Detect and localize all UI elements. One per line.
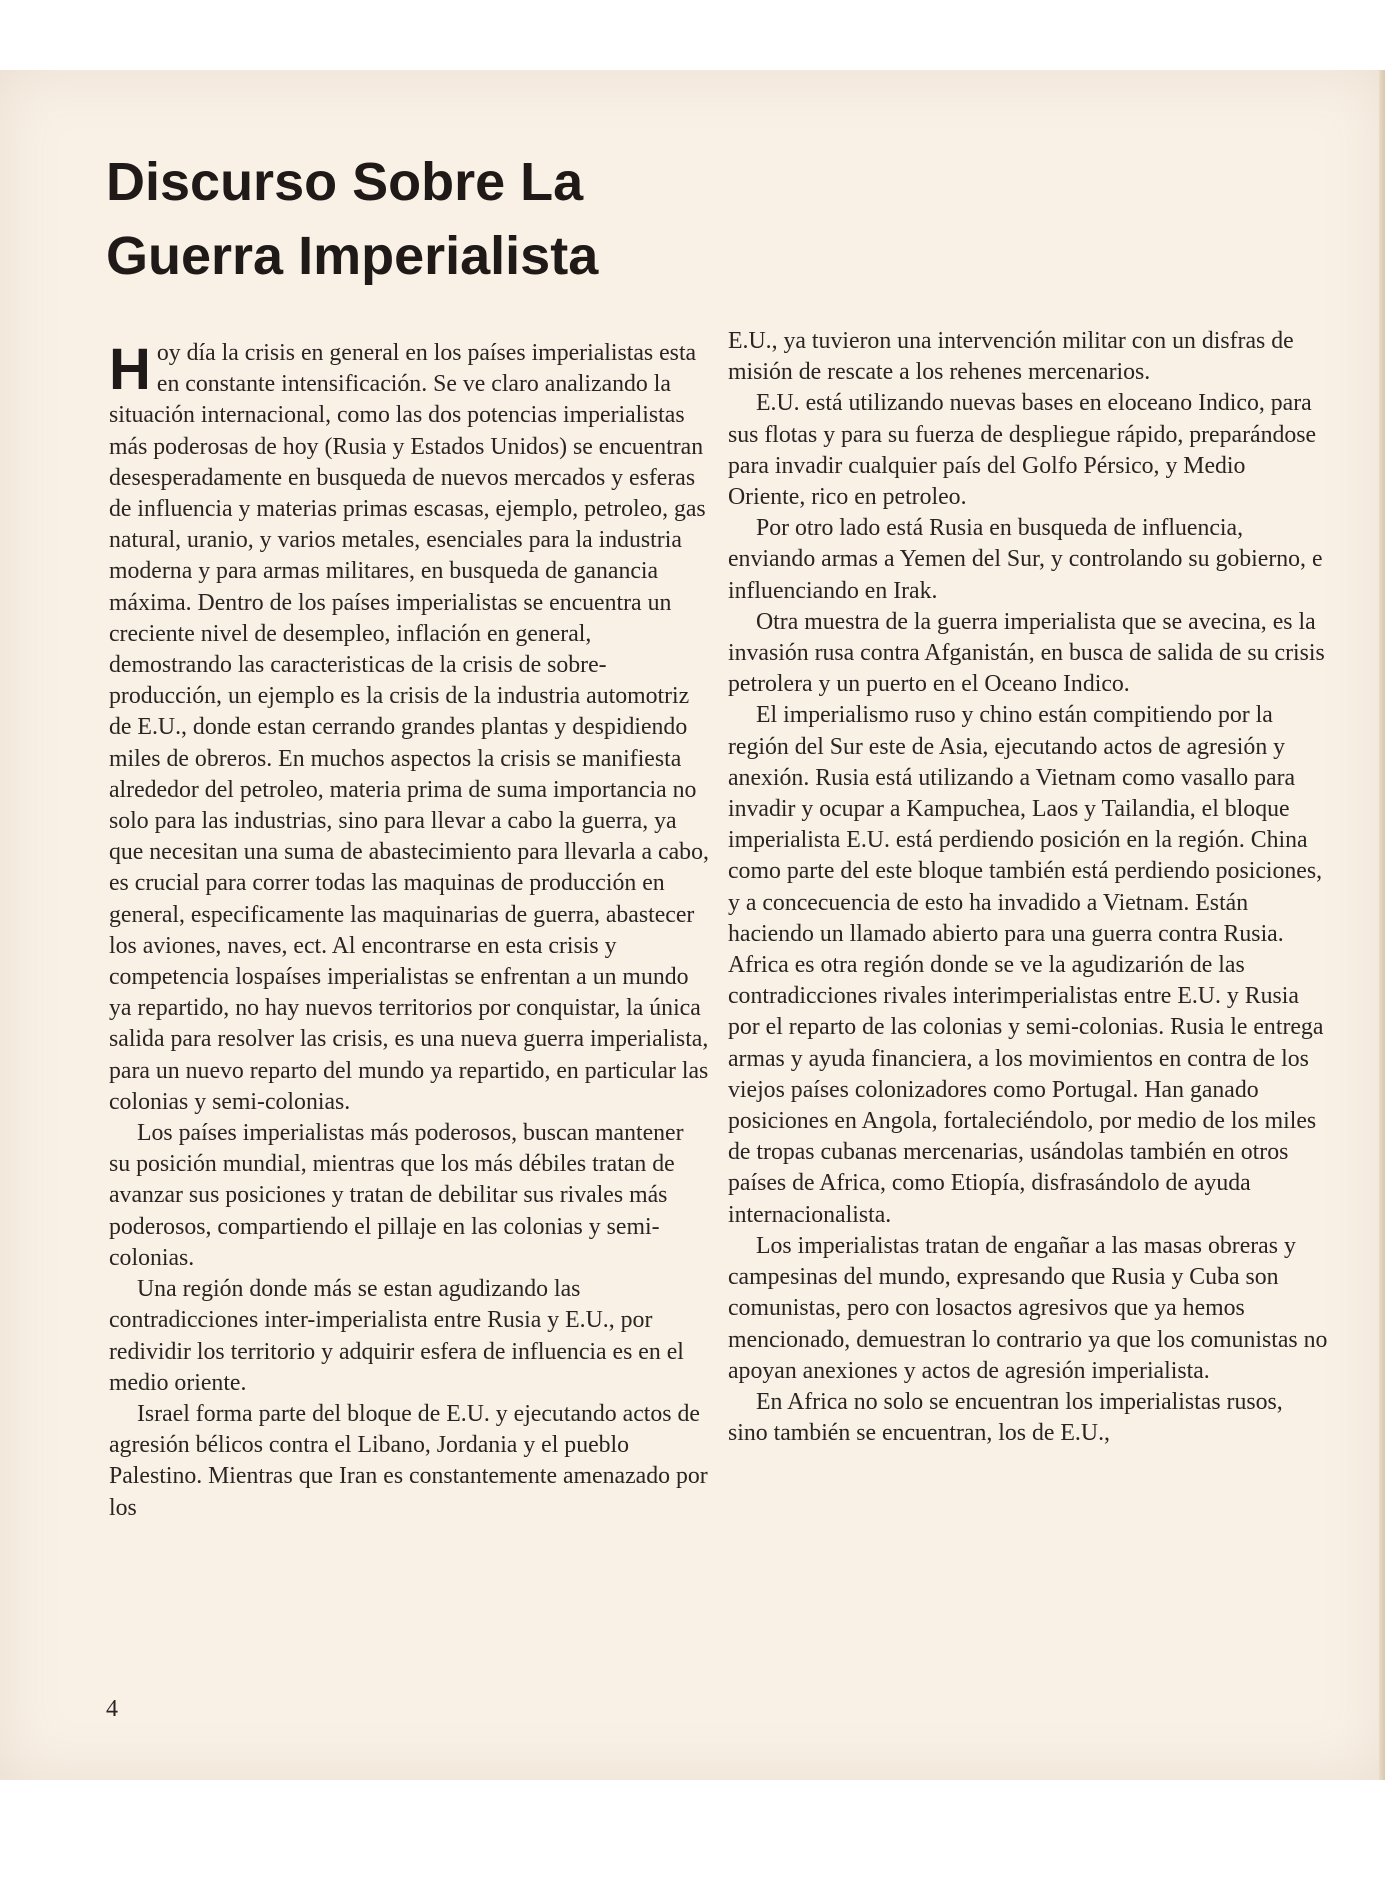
paragraph: Los imperialistas tratan de engañar a las masas obreras y campesinas del mundo, expresando que Rusia y Cuba son comunistas, pero con losactos agresivos que ya hemos mencionado, demuestran lo contrario ya que los comunistas no apoyan anexiones y actos de agresión imperialista. — [728, 1232, 1328, 1384]
left-column — [109, 338, 709, 1524]
paragraph: E.U. está utilizando nuevas bases en eloceano Indico, para sus flotas y para su fuerza de despliegue rápido, preparándose para invadir cualquier país del Golfo Pérsico, y Medio Oriente, rico en petroleo. — [728, 390, 1317, 511]
paragraph: Por otro lado está Rusia en busqueda de influencia, enviando armas a Yemen del Sur, y controlando su gobierno, e influenciando en Irak. — [728, 515, 1323, 604]
paragraph: Una región donde más se estan agudizando las contradicciones inter-imperialista entre Rusia y E.U., por redividir los territorio y adquirir esfera de influencia es en el medio oriente. — [109, 1276, 684, 1396]
article-title: Discurso Sobre La Guerra Imperialista — [106, 152, 599, 286]
right-column — [728, 326, 1328, 1449]
paragraph: Los países imperialistas más poderosos, buscan mantener su posición mundial, mientras que los más débiles tratan de avanzar sus posiciones y tratan de debilitar sus rivales más poderosos, compartiendo el pillaje en las colonias y semi-colonias. — [109, 1120, 684, 1271]
paragraph: El imperialismo ruso y chino están compitiendo por la región del Sur este de Asia, ejecutando actos de agresión y anexión. Rusia está utilizando a Vietnam como vasallo para invadir y ocupar a Kampuchea, Laos y Tailandia, el bloque imperialista E.U. está perdiendo posición en la región. China como parte del este bloque también está perdiendo posiciones, y a concecuencia de esto ha invadido a Vietnam. Están haciendo un llamado abierto para una guerra contra Rusia. Africa es otra región donde se ve la agudizarión de las contradicciones rivales interimperialistas entre E.U. y Rusia por el reparto de las colonias y semi-colonias. Rusia le entrega armas y ayuda financiera, a los movimientos en contra de los viejos países colonizadores como Portugal. Han ganado posiciones en Angola, fortaleciéndolo, por medio de los miles de tropas cubanas mercenarias, usándolas también en otros países de Africa, como Etiopía, disfrasándolo de ayuda internacionalista. — [728, 702, 1324, 1228]
paragraph-intro-text: oy día la crisis en general en los países imperialistas esta en constante intensificación. Se ve claro analizando la situación internacional, como las dos potencias imperialistas más poderosas de hoy (Rusia y Estados Unidos) se encuentran desesperadamente en busqueda de nuevos mercados y esferas de influencia y materias primas escasas, ejemplo, petroleo, gas natural, uranio, y varios metales, esenciales para la industria moderna y para armas militares, en busqueda de ganancia máxima. Dentro de los países imperialistas se encuentra un creciente nivel de desempleo, inflación en general, demostrando las caracteristicas de la crisis de sobre-producción, un ejemplo es la crisis de la industria automotriz de E.U., donde estan cerrando grandes plantas y despidiendo miles de obreros. En muchos aspectos la crisis se manifiesta alrededor del petroleo, materia prima de suma importancia no solo para las industrias, sino para llevar a cabo la guerra, ya que necesitan una suma de abastecimiento para llevarla a cabo, es crucial para correr todas las maquinas de producción en general, especificamente las maquinarias de guerra, abastecer los aviones, naves, ect. Al encontrarse en esta crisis y competencia lospaíses imperialistas se enfrentan a un mundo ya repartido, no hay nuevos territorios por conquistar, la única salida para resolver las crisis, es una nueva guerra imperialista, para un nuevo reparto del mundo ya repartido, en particular las colonias y semi-colonias. — [109, 340, 709, 1115]
paragraph: Otra muestra de la guerra imperialista que se avecina, es la invasión rusa contra Afganistán, en busca de salida de su crisis petrolera y un puerto en el Oceano Indico. — [728, 608, 1325, 698]
paragraph-intro — [109, 338, 709, 1118]
paragraph: En Africa no solo se encuentran los imperialistas rusos, sino también se encuentran, los de E.U., — [728, 1388, 1283, 1447]
paragraph: Israel forma parte del bloque de E.U. y ejecutando actos de agresión bélicos contra el Libano, Jordania y el pueblo Palestino. Mientras que Iran es constantemente amenazado por los — [109, 1400, 708, 1521]
page-number: 4 — [106, 1696, 118, 1722]
page-edge — [1379, 70, 1385, 1780]
paragraph: E.U., ya tuvieron una intervención militar con un disfras de misión de rescate a los rehenes mercenarios. — [728, 328, 1294, 386]
drop-cap: H — [109, 337, 151, 402]
